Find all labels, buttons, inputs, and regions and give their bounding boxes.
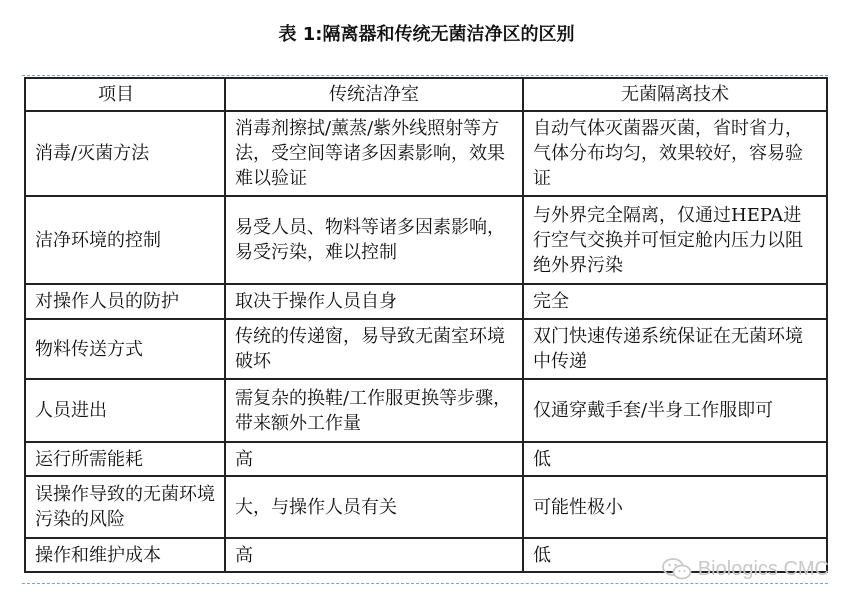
cell-traditional: 取决于操作人员自身 [225,284,523,319]
table-row [25,379,827,442]
table-row [25,442,827,476]
cell-isolator: 完全 [523,284,827,319]
header-isolator: 无菌隔离技术 [523,78,827,111]
table-row [25,196,827,284]
cell-isolator: 双门快速传递系统保证在无菌环境中传递 [523,319,827,379]
cell-traditional: 大，与操作人员有关 [225,476,523,538]
cell-traditional: 需复杂的换鞋/工作服更换等步骤，带来额外工作量 [225,379,523,442]
watermark-text: Biologics CMC [697,557,829,580]
cell-traditional: 易受人员、物料等诸多因素影响，易受污染，难以控制 [225,196,523,284]
cell-traditional: 传统的传递窗，易导致无菌室环境破坏 [225,319,523,379]
table-row [25,111,827,196]
header-item: 项目 [25,78,225,111]
cell-item: 消毒/灭菌方法 [25,111,225,196]
cell-traditional: 高 [225,442,523,476]
comparison-table [24,77,828,573]
cell-isolator: 可能性极小 [523,476,827,538]
cell-item: 洁净环境的控制 [25,196,225,284]
cell-isolator: 低 [523,442,827,476]
cell-item: 对操作人员的防护 [25,284,225,319]
watermark [662,557,829,581]
table-header-row [25,78,827,111]
cell-isolator: 低 [523,538,827,572]
cell-item: 操作和维护成本 [25,538,225,572]
cell-traditional: 消毒剂擦拭/薰蒸/紫外线照射等方法，受空间等诸多因素影响，效果难以验证 [225,111,523,196]
cell-item: 人员进出 [25,379,225,442]
cell-traditional: 高 [225,538,523,572]
cell-item: 误操作导致的无菌环境污染的风险 [25,476,225,538]
top-divider [22,75,828,76]
cell-item: 运行所需能耗 [25,442,225,476]
wechat-icon [662,557,692,581]
cell-isolator: 与外界完全隔离，仅通过HEPA进行空气交换并可恒定舱内压力以阻绝外界污染 [523,196,827,284]
cell-isolator: 仅通穿戴手套/半身工作服即可 [523,379,827,442]
table-row [25,319,827,379]
page-title: 表 1:隔离器和传统无菌洁净区的区别 [278,24,575,45]
header-traditional: 传统洁净室 [225,78,523,111]
cell-item: 物料传送方式 [25,319,225,379]
bottom-divider [22,583,828,584]
cell-isolator: 自动气体灭菌器灭菌，省时省力，气体分布均匀，效果较好，容易验证 [523,111,827,196]
table-row [25,476,827,538]
table-row [25,284,827,319]
